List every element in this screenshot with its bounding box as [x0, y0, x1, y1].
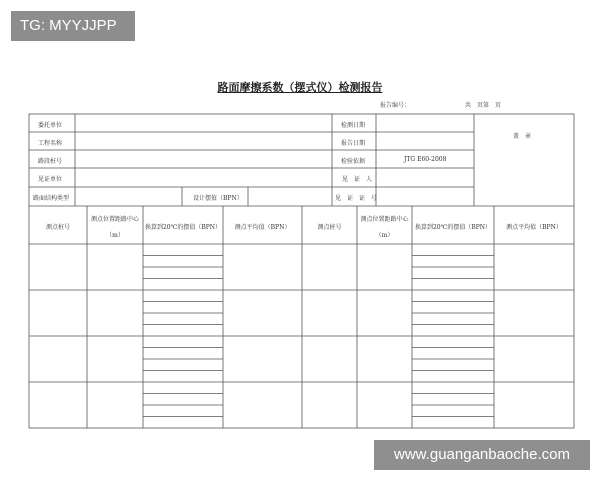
report-title: 路面摩擦系数（摆式仪）检测报告	[217, 81, 383, 94]
distance-unit: （m）	[106, 232, 124, 239]
distance-unit-2: （m）	[375, 232, 394, 239]
section-label: 路段桩号	[38, 158, 63, 165]
project-label: 工程名称	[38, 140, 63, 147]
basis-label: 检验依据	[341, 158, 366, 165]
seal-label: 盖 章	[513, 133, 532, 140]
distance-header: 测点位置距路中心	[90, 216, 139, 223]
report-number-label: 报告编号：	[380, 102, 411, 109]
converted-header-2: 换算到20℃的摆值（BPN）	[414, 224, 492, 231]
witness-unit-label: 见证单位	[38, 176, 63, 183]
average-header-2: 测点平均值（BPN）	[506, 224, 562, 231]
point-no-header-2: 测点桩号	[317, 224, 342, 231]
report-date-label: 报告日期	[341, 140, 366, 147]
witness-cert-label: 见 证 证 号	[335, 195, 378, 202]
basis-value: JTG E60-2008	[404, 156, 447, 163]
page-count-label: 共 页第 页	[465, 102, 502, 109]
watermark-top-left: TG: MYYJJPP	[11, 11, 135, 41]
client-label: 委托单位	[38, 122, 63, 129]
test-date-label: 检测日期	[341, 122, 366, 129]
watermark-bottom-right: www.guanganbaoche.com	[374, 440, 590, 470]
structure-type-label: 路面结构类型	[33, 195, 70, 202]
design-bpn-label: 设计摆值（BPN）	[193, 195, 243, 202]
converted-header: 换算到20℃的摆值（BPN）	[144, 224, 222, 231]
distance-header-2: 测点位置距路中心	[360, 216, 409, 223]
average-header: 测点平均值（BPN）	[234, 224, 291, 231]
witness-person-label: 见 证 人	[342, 176, 373, 183]
point-no-header: 测点桩号	[45, 224, 70, 231]
